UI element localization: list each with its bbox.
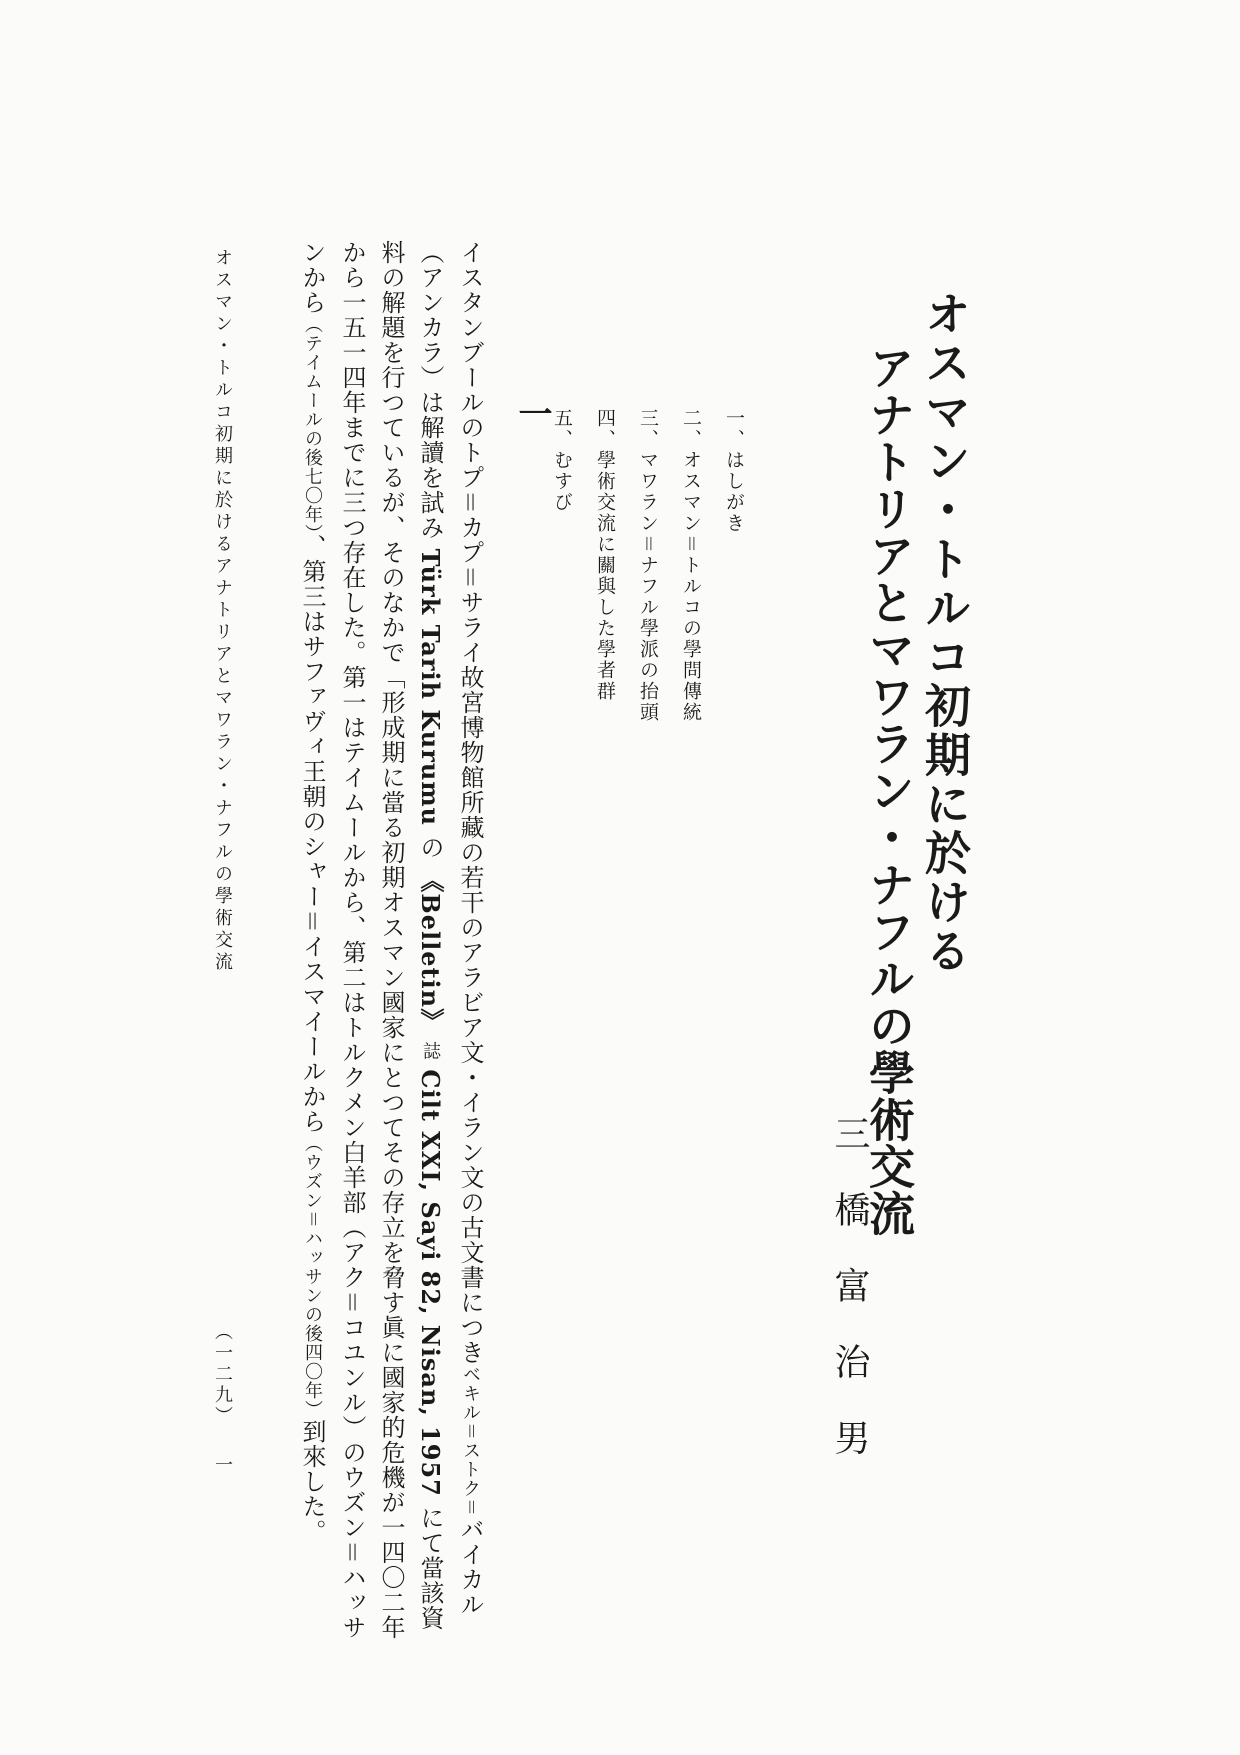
latin-text: 《Belletin》 — [416, 868, 445, 1034]
latin-text: Türk Tarih Kurumu — [416, 548, 445, 827]
inline-note: （テイムールの後七〇年） — [302, 315, 323, 534]
body-note-run: 誌 — [420, 1041, 441, 1061]
body-text-run: の — [416, 834, 444, 860]
section-number: 一 — [512, 396, 552, 430]
article-title-line-2: アナトリアとマワラン・ナフルの學術交流 — [862, 344, 916, 1237]
toc-item: 一、はしがき — [723, 408, 745, 534]
body-text-run: 、第三はサファヴィ王朝のシャー＝イスマイールから — [298, 534, 326, 1134]
article-title-line-1: オスマン・トルコ初期に於ける — [918, 290, 972, 976]
running-title: オスマン・トルコ初期に於けるアナトリアとマワラン・ナフルの學術交流 — [212, 248, 233, 974]
toc-item: 二、オスマン＝トルコの學問傳統 — [680, 408, 702, 724]
toc-item: 五、むすび — [551, 408, 573, 513]
body-text-run: バイカル（アンカラ）は解讀を試み — [416, 240, 484, 1617]
body-text-run: 到來した。 — [298, 1419, 326, 1544]
body-text — [292, 240, 490, 1650]
inline-note: （ウズン＝ハッサンの後四〇年） — [302, 1134, 323, 1419]
body-paragraph — [292, 240, 490, 1650]
latin-text: Cilt XXI, Sayi 82, Nisan, 1957 — [416, 1069, 445, 1497]
table-of-contents — [533, 408, 748, 723]
body-text-run: イスタンブールのトプ＝カプ＝サライ故宮博物館所藏の若干のアラビア文・イラン文の古文書につき — [456, 240, 484, 1365]
body-text-run: にて當該資料の解題を行つているが、そのなかで「形成期に當る初期オスマン國家にとつてその存立を脅す眞に國家的危機が一四〇二年から一五一四年までに三つ存在した。第一はテイムールから、第二はトルクメン白羊部（アク＝コユンル）のウズン＝ハッサンから — [298, 240, 444, 1640]
toc-item: 三、マワラン＝ナフル學派の抬頭 — [637, 408, 659, 724]
author-name: 三橋富治男 — [829, 1115, 870, 1495]
body-note-run: ベキル＝ストク＝ — [460, 1365, 481, 1517]
page-sequence: 一 — [212, 1455, 233, 1473]
toc-item: 四、學術交流に關與した學者群 — [594, 408, 616, 702]
page-number: （一二九） — [212, 1322, 233, 1427]
